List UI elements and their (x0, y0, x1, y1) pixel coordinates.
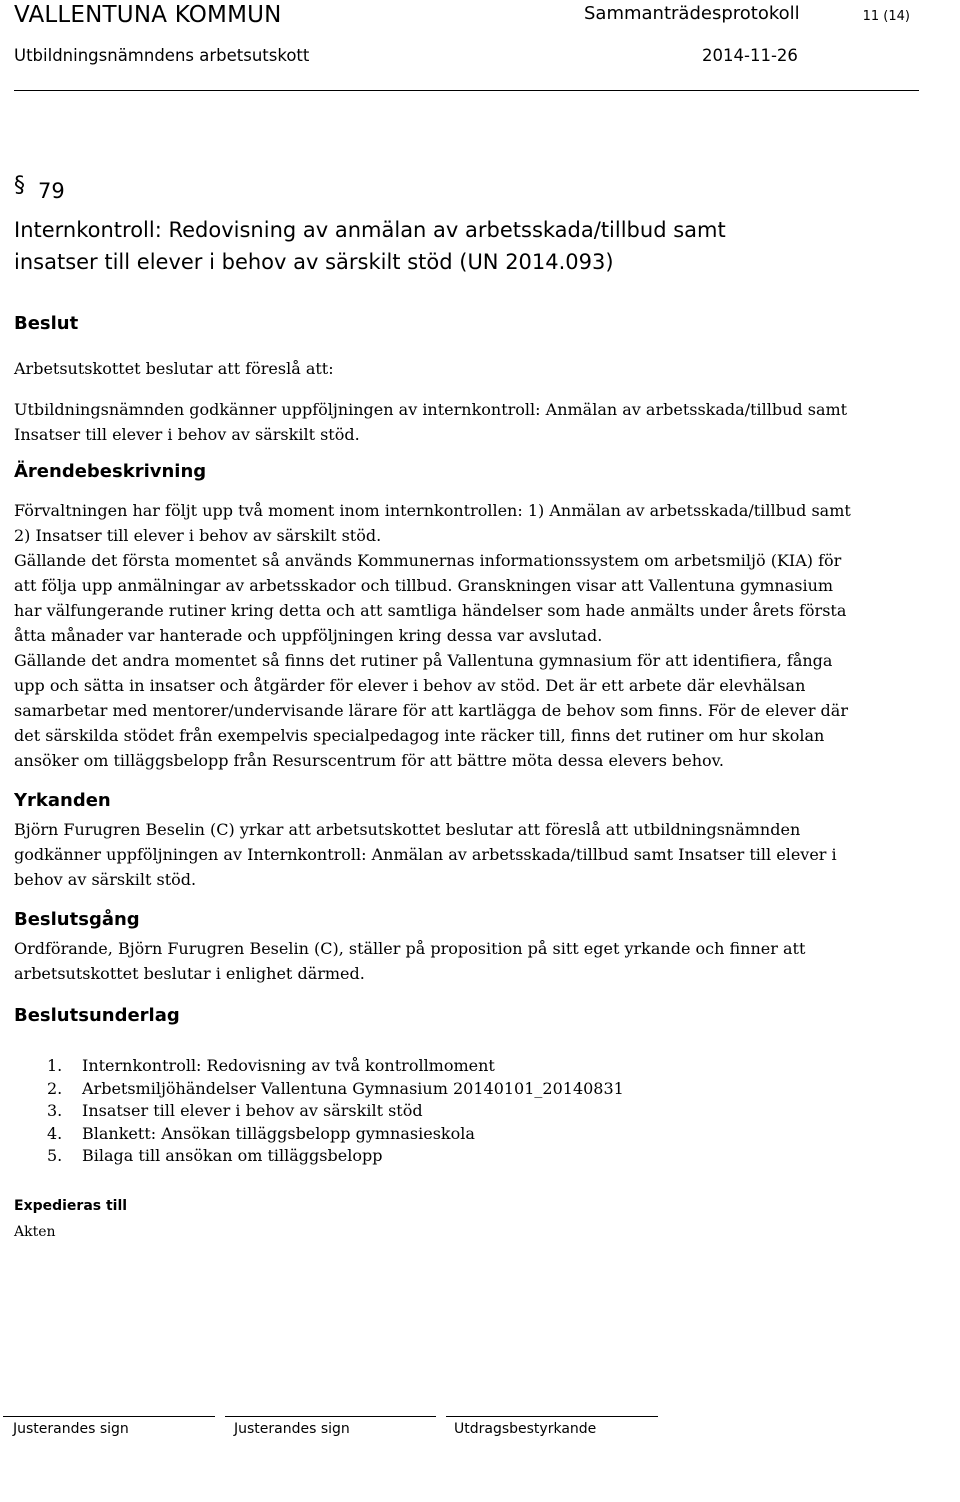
page-number: 11 (14) (862, 9, 910, 24)
arendebeskrivning-heading: Ärendebeskrivning (14, 461, 207, 482)
expedieras-heading: Expedieras till (14, 1198, 128, 1214)
list-item-number: 1. (47, 1056, 63, 1075)
list-item-text: Blankett: Ansökan tilläggsbelopp gymnasieskola (82, 1123, 475, 1143)
header-divider (14, 90, 919, 91)
document-type: Sammanträdesprotokoll (584, 3, 800, 24)
item-title (14, 214, 914, 278)
beslutsgang-heading: Beslutsgång (14, 909, 140, 930)
organization-name: VALLENTUNA KOMMUN (14, 2, 282, 28)
beslutsunderlag-list (47, 1055, 847, 1168)
yrkanden-heading: Yrkanden (14, 790, 111, 811)
page-header (14, 2, 934, 32)
list-item-text: Arbetsmiljöhändelser Vallentuna Gymnasium 20140101_20140831 (82, 1078, 624, 1098)
list-item-number: 3. (47, 1101, 63, 1121)
list-item-text: Insatser till elever i behov av särskilt stöd (82, 1101, 423, 1121)
list-item (47, 1123, 847, 1146)
section-number: 79 (38, 179, 65, 203)
signature-label-2: Justerandes sign (234, 1421, 350, 1437)
list-item (47, 1078, 847, 1101)
beslut-text: Utbildningsnämnden godkänner uppföljningen av internkontroll: Anmälan av arbetsskada/tillbud samt Insatser till elever i behov av särskilt stöd. (14, 400, 848, 444)
expedieras-value: Akten (14, 1224, 56, 1240)
section-symbol: § (14, 173, 25, 198)
signature-line-1 (3, 1416, 215, 1417)
list-item (47, 1100, 847, 1123)
signature-line-2 (225, 1416, 436, 1417)
signature-label-3: Utdragsbestyrkande (454, 1421, 597, 1437)
page-subheader (14, 46, 934, 70)
list-item-number: 4. (47, 1123, 63, 1143)
signature-label-1: Justerandes sign (13, 1421, 129, 1437)
beslutsunderlag-heading: Beslutsunderlag (14, 1005, 180, 1026)
beslut-heading: Beslut (14, 313, 79, 334)
beslutsgang-text: Ordförande, Björn Furugren Beselin (C), ställer på proposition på sitt eget yrkande och finner att arbetsutskottet beslutar i enlighet därmed. (14, 939, 806, 983)
list-item-number: 5. (47, 1146, 63, 1166)
signature-line-3 (446, 1416, 658, 1417)
arendebeskrivning-paragraph-3: Gällande det andra momentet så finns det rutiner på Vallentuna gymnasium för att identifiera, fånga upp och sätta in insatser och åtgärder för elever i behov av stöd. Det är ett arbete där elevhälsan samarbetar med mentorer/undervisande lärare för att kartlägga de behov som finns. För de elever där det särskilda stödet från exempelvis specialpedagog inte räcker till, finns det rutiner om hur skolan ansöker om tilläggsbelopp från Resurscentrum för att bättre möta dessa elevers behov. (14, 651, 848, 770)
arendebeskrivning-body (14, 498, 854, 773)
list-item-text: Bilaga till ansökan om tilläggsbelopp (82, 1146, 383, 1166)
yrkanden-text: Björn Furugren Beselin (C) yrkar att arbetsutskottet beslutar att föreslå att utbildningsnämnden godkänner uppföljningen av Internkontroll: Anmälan av arbetsskada/tillbud samt Insatser till elever i behov av särskilt stöd. (14, 820, 837, 889)
beslut-intro: Arbetsutskottet beslutar att föreslå att: (14, 359, 334, 378)
list-item-text: Internkontroll: Redovisning av två kontrollmoment (82, 1056, 495, 1075)
arendebeskrivning-paragraph-2: Gällande det första momentet så används Kommunernas informationssystem om arbetsmiljö (KIA) för att följa upp anmälningar av arbetsskador och tillbud. Granskningen visar att Vallentuna gymnasium har välfungerande rutiner kring detta och att samtliga händelser som hade anmälts under årets första åtta månader var hanterade och uppföljningen kring dessa var avslutad. (14, 551, 847, 645)
item-title-line-2: insatser till elever i behov av särskilt stöd (UN 2014.093) (14, 250, 614, 274)
item-title-line-1: Internkontroll: Redovisning av anmälan av arbetsskada/tillbud samt (14, 218, 726, 242)
arendebeskrivning-paragraph-1: Förvaltningen har följt upp två moment inom internkontrollen: 1) Anmälan av arbetsskada/tillbud samt 2) Insatser till elever i behov av särskilt stöd. (14, 501, 851, 545)
list-item (47, 1055, 847, 1078)
committee-name: Utbildningsnämndens arbetsutskott (14, 46, 310, 65)
list-item-number: 2. (47, 1078, 63, 1098)
list-item (47, 1145, 847, 1168)
meeting-date: 2014-11-26 (702, 46, 798, 65)
